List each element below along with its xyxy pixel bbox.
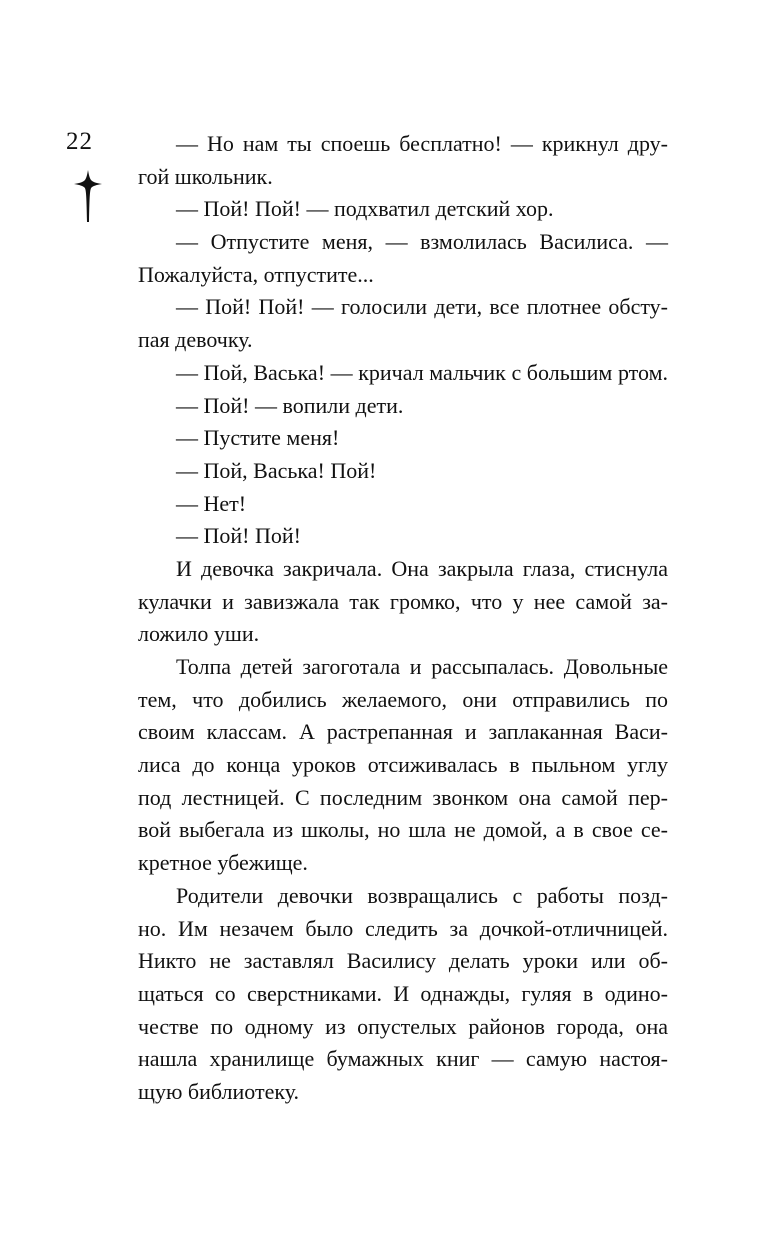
text-line: честве по одному из опустелых районов города, она [138,1013,668,1039]
text-line: кретное убежище. [138,850,308,876]
text-line: — Отпустите меня, — взмолилась Василиса. — [176,229,668,255]
page-number: 22 [66,128,93,155]
text-line: кулачки и завизжала так громко, что у нее самой за- [138,588,668,614]
text-line: Никто не заставлял Василису делать уроки или об- [138,948,668,974]
text-line: — Но нам ты споешь бесплатно! — крикнул дру- [176,131,668,156]
text-line: но. Им незачем было следить за дочкой-отличницей. [138,915,668,941]
text-line: Пожалуйста, отпустите... [138,261,374,287]
text-line: Родители девочки возвращались с работы позд- [176,882,668,908]
four-point-star-icon [74,170,102,222]
text-line: щую библиотеку. [138,1078,300,1104]
text-line: щаться со сверстниками. И однажды, гуляя в одино- [138,980,668,1006]
text-line: нашла хранилище бумажных книг — самую настоя- [138,1046,668,1072]
text-line: — Нет! [176,490,247,516]
text-line: вой выбегала из школы, но шла не домой, а в свое се- [138,817,668,843]
text-line: — Пой! Пой! — голосили дети, все плотнее обсту- [176,294,668,320]
text-line: — Пой, Васька! Пой! [176,457,377,483]
text-line: под лестницей. С последним звонком она самой пер- [138,784,668,810]
text-line: — Пой! — вопили дети. [176,392,404,418]
text-line: — Пой! Пой! — подхватил детский хор. [176,196,554,222]
text-line: тем, что добились желаемого, они отправились по [138,686,668,712]
text-line: лиса до конца уроков отсиживалась в пыльном углу [138,752,668,778]
text-line: — Пустите меня! [176,425,340,451]
text-line: гой школьник. [138,163,273,189]
text-line: — Пой! Пой! [176,523,301,549]
text-line: ложило уши. [138,621,260,647]
text-line: — Пой, Васька! — кричал мальчик с большим ртом. [176,359,668,385]
text-line: пая девочку. [138,327,253,353]
text-line: Толпа детей загоготала и рассыпалась. Довольные [176,654,668,679]
text-line: И девочка закричала. Она закрыла глаза, стиснула [176,555,668,581]
text-line: своим классам. А растрепанная и заплаканная Васи- [138,719,668,745]
body-text [138,128,668,1109]
